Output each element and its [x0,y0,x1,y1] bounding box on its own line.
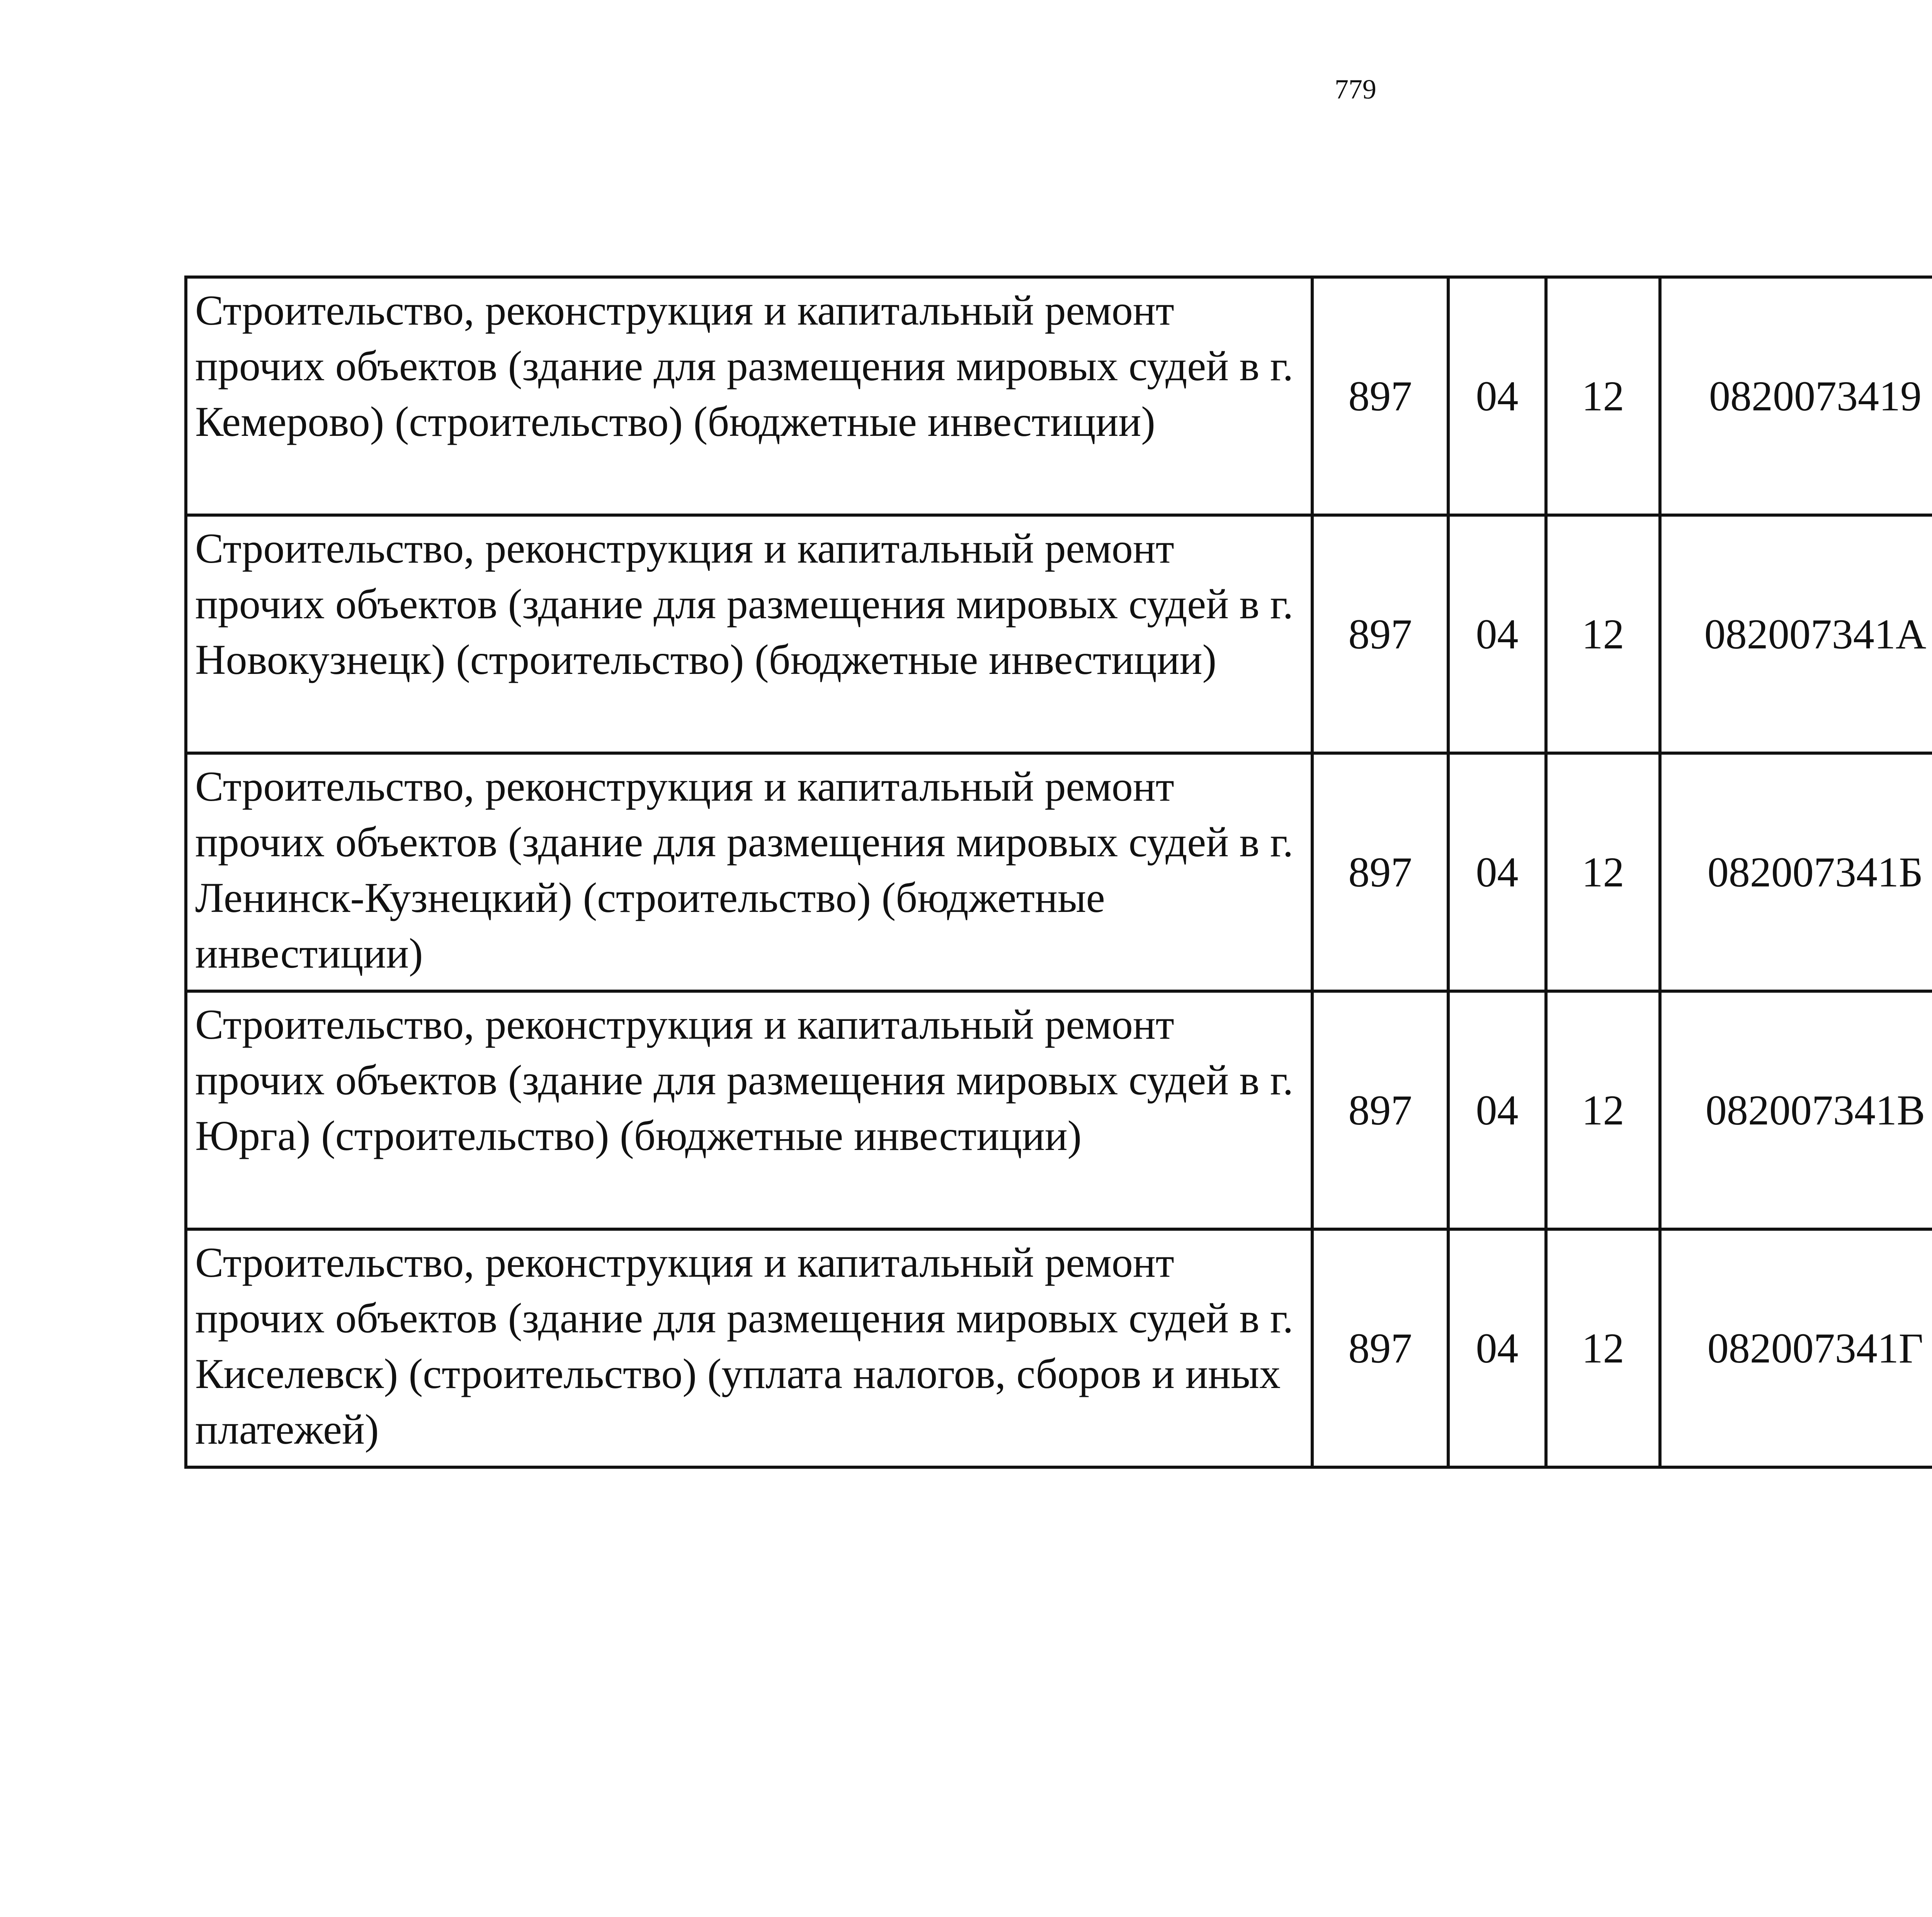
table-row [186,277,1932,515]
subsection-code-cell: 12 [1546,277,1660,515]
department-code-cell: 897 [1312,1229,1448,1467]
table-row [186,753,1932,991]
department-code-cell: 897 [1312,991,1448,1229]
section-code-cell: 04 [1448,991,1546,1229]
target-item-code-cell: 082007341В [1660,991,1932,1229]
expense-name-cell: Строительство, реконструкция и капитальный ремонт прочих объектов (здание для размещения мировых судей в г. Киселевск) (строительство) (уплата налогов, сборов и иных платежей) [186,1229,1312,1467]
expense-name-cell: Строительство, реконструкция и капитальный ремонт прочих объектов (здание для размещения мировых судей в г. Ленинск-Кузнецкий) (строительство) (бюджетные инвестиции) [186,753,1312,991]
target-item-code-cell: 082007341Г [1660,1229,1932,1467]
subsection-code-cell: 12 [1546,753,1660,991]
expense-name-cell: Строительство, реконструкция и капитальный ремонт прочих объектов (здание для размещения мировых судей в г. Кемерово) (строительство) (бюджетные инвестиции) [186,277,1312,515]
subsection-code-cell: 12 [1546,991,1660,1229]
section-code-cell: 04 [1448,277,1546,515]
expense-name-cell: Строительство, реконструкция и капитальный ремонт прочих объектов (здание для размещения мировых судей в г. Новокузнецк) (строительство) (бюджетные инвестиции) [186,515,1312,753]
target-item-code-cell: 082007341Б [1660,753,1932,991]
subsection-code-cell: 12 [1546,1229,1660,1467]
subsection-code-cell: 12 [1546,515,1660,753]
budget-table [184,276,1932,1469]
section-code-cell: 04 [1448,1229,1546,1467]
target-item-code-cell: 082007341А [1660,515,1932,753]
table-row [186,515,1932,753]
expense-name-cell: Строительство, реконструкция и капитальный ремонт прочих объектов (здание для размещения мировых судей в г. Юрга) (строительство) (бюджетные инвестиции) [186,991,1312,1229]
target-item-code-cell: 0820073419 [1660,277,1932,515]
department-code-cell: 897 [1312,277,1448,515]
department-code-cell: 897 [1312,515,1448,753]
section-code-cell: 04 [1448,515,1546,753]
section-code-cell: 04 [1448,753,1546,991]
table-row [186,991,1932,1229]
department-code-cell: 897 [1312,753,1448,991]
page-number: 779 [1335,74,1376,105]
table-row [186,1229,1932,1467]
